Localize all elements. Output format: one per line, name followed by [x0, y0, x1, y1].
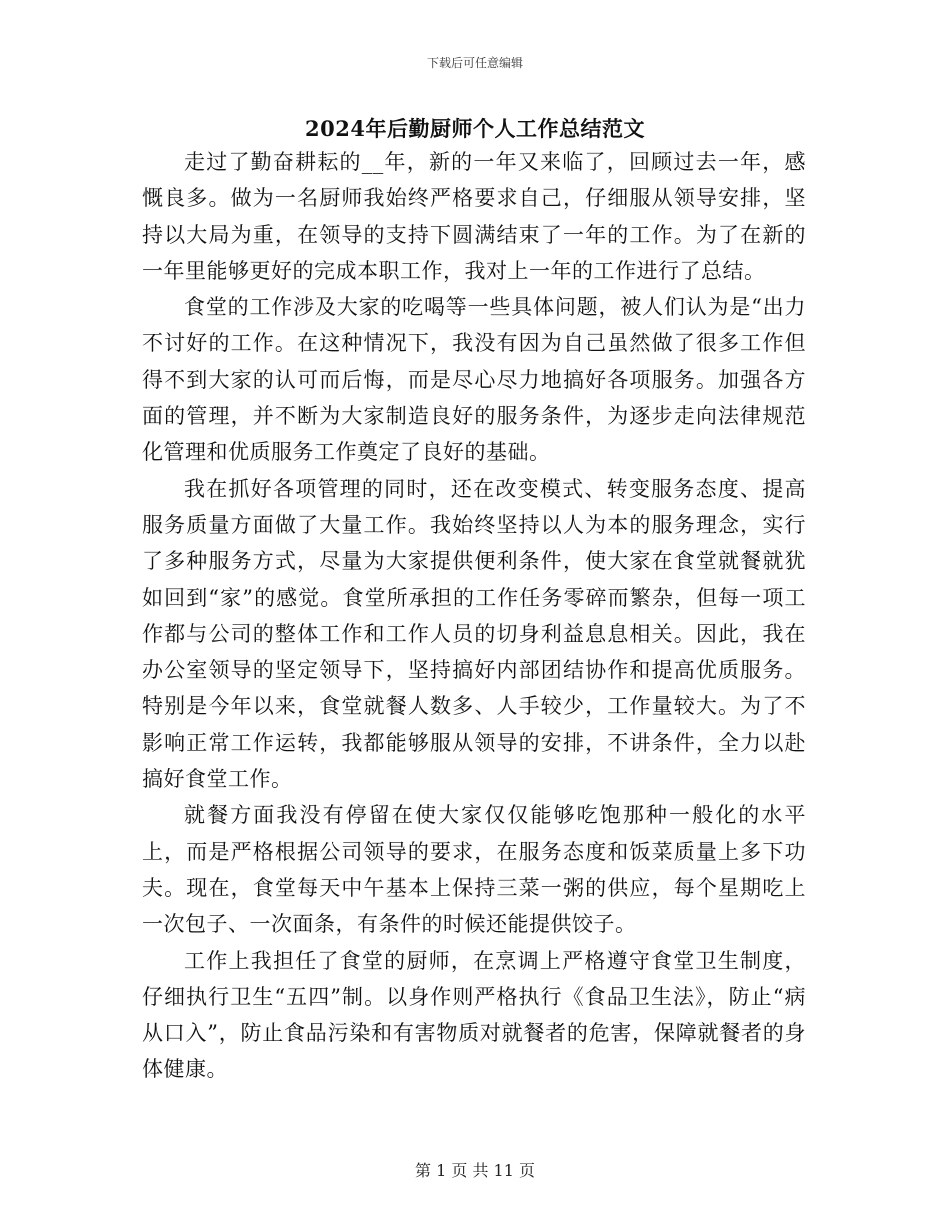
page-number: 第 1 页 共 11 页 [415, 1161, 535, 1180]
paragraph-5: 工作上我担任了食堂的厨师，在烹调上严格遵守食堂卫生制度，仔细执行卫生“五四”制。以身作则严格执行《食品卫生法》，防止“病从口入”，防止食品污染和有害物质对就餐者的危害，保障就餐者的身体健康。 [142, 948, 806, 1082]
paragraph-4: 就餐方面我没有停留在使大家仅仅能够吃饱那种一般化的水平上，而是严格根据公司领导的要求，在服务态度和饭菜质量上多下功夫。现在，食堂每天中午基本上保持三菜一粥的供应，每个星期吃上一次包子、一次面条，有条件的时候还能提供饺子。 [142, 803, 806, 937]
document-body [142, 144, 806, 1088]
paragraph-3: 我在抓好各项管理的同时，还在改变模式、转变服务态度、提高服务质量方面做了大量工作。我始终坚持以人为本的服务理念，实行了多种服务方式，尽量为大家提供便利条件，使大家在食堂就餐就犹如回到“家”的感觉。食堂所承担的工作任务零碎而繁杂，但每一项工作都与公司的整体工作和工作人员的切身利益息息相关。因此，我在办公室领导的坚定领导下，坚持搞好内部团结协作和提高优质服务。特别是今年以来，食堂就餐人数多、人手较少，工作量较大。为了不影响正常工作运转，我都能够服从领导的安排，不讲条件，全力以赴搞好食堂工作。 [142, 476, 806, 792]
header-note: 下载后可任意编辑 [426, 56, 523, 70]
paragraph-1: 走过了勤奋耕耘的__年，新的一年又来临了，回顾过去一年，感慨良多。做为一名厨师我始终严格要求自己，仔细服从领导安排，坚持以大局为重，在领导的支持下圆满结束了一年的工作。为了在新的一年里能够更好的完成本职工作，我对上一年的工作进行了总结。 [142, 150, 806, 283]
document-title: 2024年后勤厨师个人工作总结范文 [305, 116, 645, 141]
paragraph-2: 食堂的工作涉及大家的吃喝等一些具体问题，被人们认为是“出力不讨好的工作。在这种情况下，我没有因为自己虽然做了很多工作但得不到大家的认可而后悔，而是尽心尽力地搞好各项服务。加强各方面的管理，并不断为大家制造良好的服务条件，为逐步走向法律规范化管理和优质服务工作奠定了良好的基础。 [142, 295, 806, 465]
